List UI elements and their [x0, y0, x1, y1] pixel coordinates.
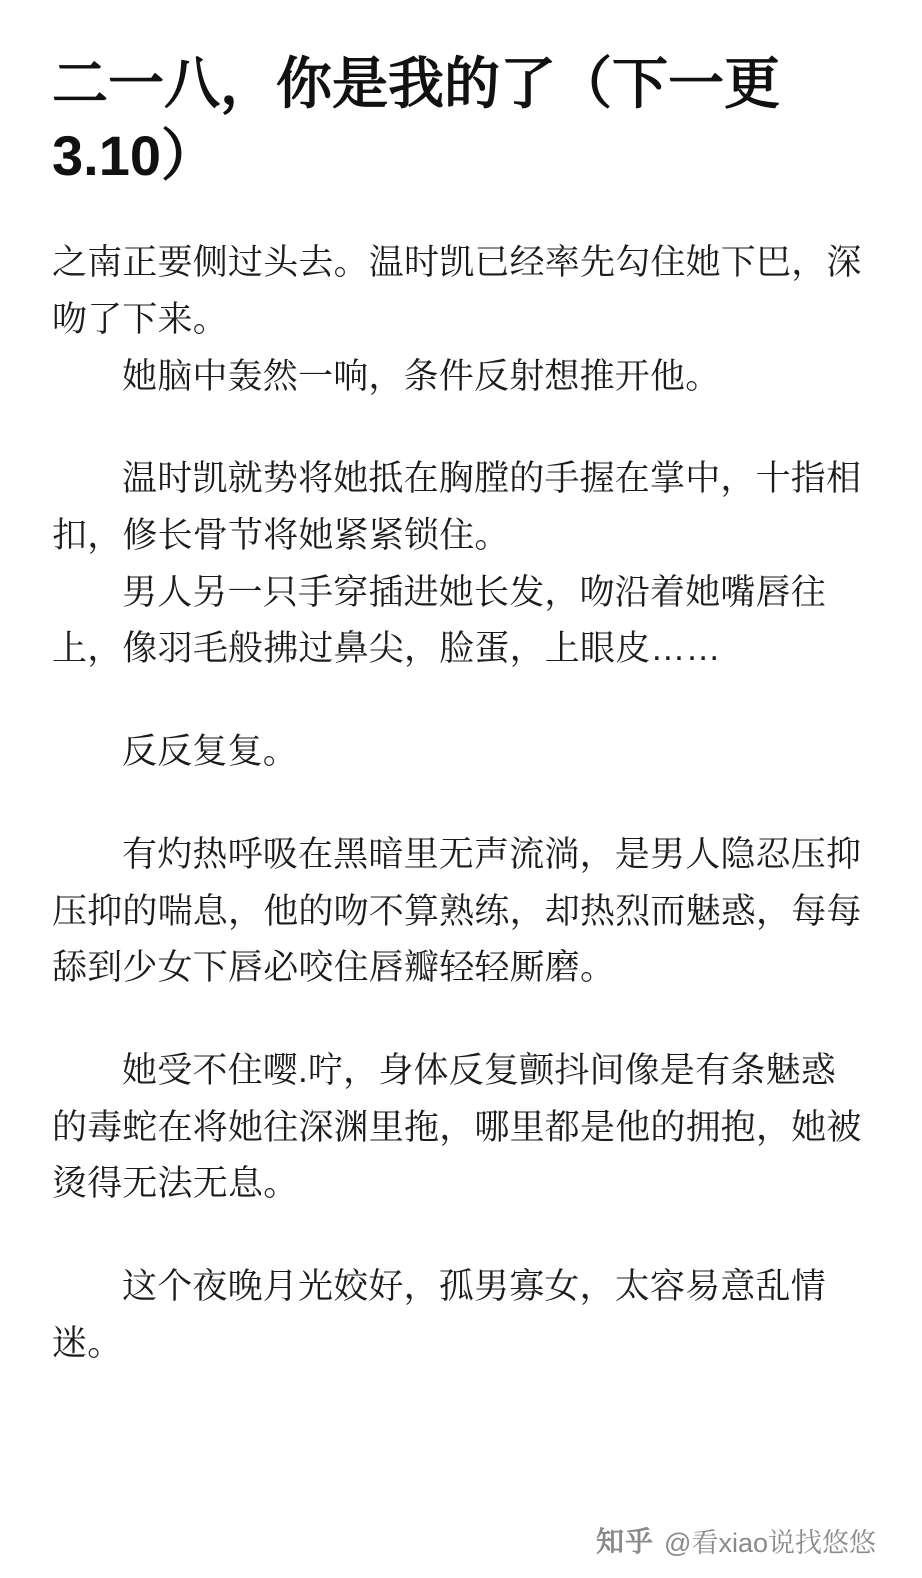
paragraph: 反反复复。: [122, 732, 299, 772]
paragraph: 之南正要侧过头去。温时凯已经率先勾住她下巴，深吻了下来。: [52, 243, 862, 340]
paragraph: 她脑中轰然一响，条件反射想推开他。: [122, 356, 721, 396]
paragraph-spacer: [52, 1213, 870, 1259]
paragraph: 男人另一只手穿插进她长发，吻沿着她嘴唇往上，像羽毛般拂过鼻尖，脸蛋，上眼皮……: [52, 572, 827, 669]
page-title: 二一八，你是我的了（下一更3.10）: [52, 52, 780, 187]
paragraph: 她受不住嘤.咛，身体反复颤抖间像是有条魅惑的毒蛇在将她往深渊里拖，哪里都是他的拥抱，她被烫得无法无息。: [52, 1050, 862, 1204]
paragraph: 温时凯就势将她抵在胸膛的手握在掌中，十指相扣，修长骨节将她紧紧锁住。: [52, 459, 862, 556]
article-body: [52, 235, 870, 1372]
zhihu-logo-icon: 知乎: [596, 1526, 655, 1557]
paragraph-spacer: [52, 781, 870, 827]
paragraph: 有灼热呼吸在黑暗里无声流淌，是男人隐忍压抑压抑的喘息，他的吻不算熟练，却热烈而魅惑，每每舔到少女下唇必咬住唇瓣轻轻厮磨。: [52, 834, 862, 988]
paragraph: 这个夜晚月光姣好，孤男寡女，太容易意乱情迷。: [52, 1266, 827, 1363]
paragraph-spacer: [52, 678, 870, 724]
watermark-text: @看xiao说找悠悠: [664, 1527, 876, 1558]
paragraph-spacer: [52, 405, 870, 451]
paragraph-spacer: [52, 997, 870, 1043]
watermark: [596, 1520, 876, 1560]
